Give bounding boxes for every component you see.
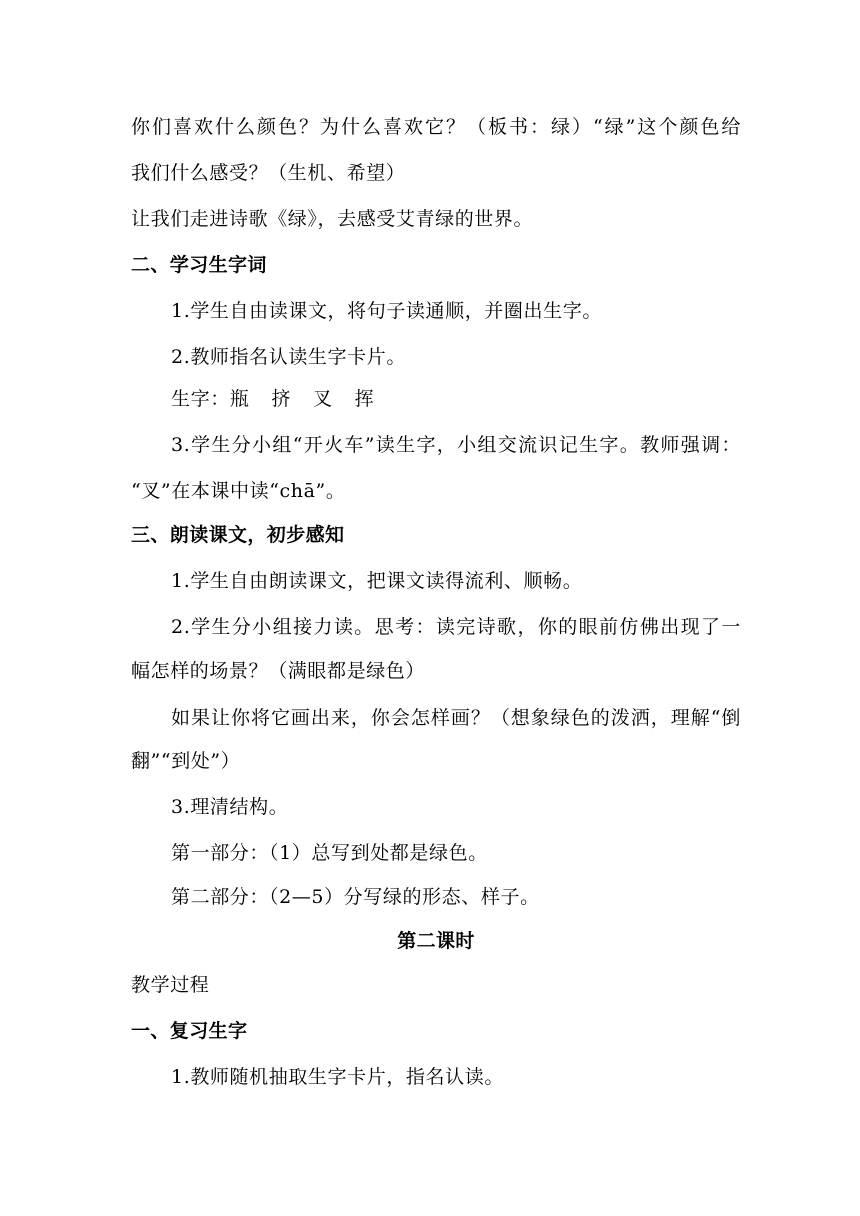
imagine-paragraph-line-2: 翻”“到处”） [131, 750, 241, 772]
teaching-process-label: 教学过程 [131, 974, 210, 996]
new-characters-label: 生字： [171, 388, 230, 410]
section-heading-review-characters: 一、复习生字 [131, 1020, 248, 1042]
read-aloud-step-2-line-1: 2.学生分小组接力读。思考：读完诗歌，你的眼前仿佛出现了一 [171, 616, 741, 638]
new-character: 挥 [354, 388, 375, 410]
section-heading-read-aloud: 三、朗读课文，初步感知 [131, 524, 345, 546]
new-character: 瓶 [229, 388, 250, 410]
intro-paragraph-line-2: 我们什么感受？（生机、希望） [131, 162, 406, 184]
intro-paragraph-line-1: 你们喜欢什么颜色？为什么喜欢它？（板书：绿）“绿”这个颜色给 [131, 116, 741, 138]
imagine-paragraph-line-1: 如果让你将它画出来，你会怎样画？（想象绿色的泼洒，理解“倒 [171, 707, 741, 729]
read-aloud-step-2-line-2: 幅怎样的场景？（满眼都是绿色） [131, 660, 426, 682]
learn-characters-step-1: 1.学生自由读课文，将句子读通顺，并圈出生字。 [171, 300, 602, 322]
intro-paragraph-line-3: 让我们走进诗歌《绿》，去感受艾青绿的世界。 [131, 208, 534, 230]
learn-characters-step-3-line-2: “叉”在本课中读“chā”。 [131, 480, 346, 502]
learn-characters-step-3-line-1: 3.学生分小组“开火车”读生字，小组交流识记生字。教师强调： [171, 434, 741, 456]
structure-part-1: 第一部分：（1）总写到处都是绿色。 [171, 842, 488, 864]
learn-characters-step-2: 2.教师指名认读生字卡片。 [171, 346, 406, 368]
new-character: 叉 [313, 388, 333, 410]
read-aloud-step-3: 3.理清结构。 [171, 796, 289, 818]
section-heading-learn-characters: 二、学习生字词 [131, 254, 267, 276]
read-aloud-step-1: 1.学生自由朗读课文，把课文读得流利、顺畅。 [171, 570, 583, 592]
structure-part-2: 第二部分：（2—5）分写绿的形态、样子。 [171, 886, 540, 908]
review-characters-step-1: 1.教师随机抽取生字卡片，指名认读。 [171, 1066, 504, 1088]
lesson-2-title: 第二课时 [397, 930, 475, 952]
new-character: 挤 [271, 388, 292, 410]
new-characters-line [171, 387, 741, 411]
